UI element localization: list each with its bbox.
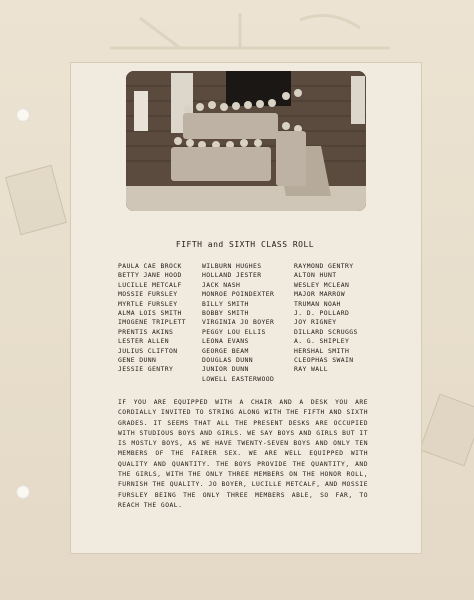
student-name: JOY RIGNEY	[294, 318, 337, 327]
name-column	[202, 262, 294, 384]
student-name: GENE DUNN	[118, 356, 157, 365]
student-name: A. G. SHIPLEY	[294, 337, 350, 346]
student-name: CLEOPHAS SWAIN	[294, 356, 354, 365]
class-description: IF YOU ARE EQUIPPED WITH A CHAIR AND A DESK YOU ARE CORDIALLY INVITED TO STRING ALONG WITH THE FIFTH AND SIXTH GRADES. IT SEEMS THAT ALL THE PRESENT DESKS ARE OCCUPIED WITH STUDIOUS BOYS AND GIRLS. WE SAY BOYS AND GIRLS BUT IT IS MOSTLY BOYS, AS WE HAVE TWENTY-SEVEN BOYS AND ONLY TEN MEMBERS OF THE FAIRER SEX. WE ARE WELL EQUIPPED WITH QUALITY AND QUANTITY. THE BOYS PROVIDE THE QUANTITY, AND THE GIRLS, WITH THE ONLY THREE MEMBERS ON THE HONOR ROLL, FURNISH THE QUALITY. JO BOYER, LUCILLE METCALF, AND MOSSIE FURSLEY BEING THE ONLY THREE MEMBERS ABLE, SO FAR, TO REACH THE GOAL.	[118, 399, 368, 509]
student-name: LUCILLE METCALF	[118, 280, 182, 289]
name-column	[118, 262, 202, 384]
student-name: RAYMOND GENTRY	[294, 262, 354, 270]
student-name: ALTON HUNT	[294, 271, 337, 280]
student-name: J. D. POLLARD	[294, 309, 350, 318]
decorative-shape	[5, 165, 67, 235]
student-name: WILBURN HUGHES	[202, 262, 262, 270]
binder-hole	[16, 485, 30, 499]
student-name: MAJOR MARROW	[294, 290, 345, 299]
student-name: ALMA LOIS SMITH	[118, 309, 182, 318]
student-name: MOSSIE FURSLEY	[118, 290, 178, 299]
student-name: JACK NASH	[202, 280, 241, 289]
student-name: LEONA EVANS	[202, 337, 249, 346]
student-name: BILLY SMITH	[202, 299, 249, 308]
student-name: HOLLAND JESTER	[202, 271, 262, 280]
student-name: BOBBY SMITH	[202, 309, 249, 318]
student-name: VIRGINIA JO BOYER	[202, 318, 275, 327]
class-photo	[126, 71, 366, 211]
student-name: PEGGY LOU ELLIS	[202, 327, 266, 336]
student-name: LOWELL EASTERWOOD	[202, 374, 275, 383]
student-name: DOUGLAS DUNN	[202, 356, 253, 365]
student-name: JUNIOR DUNN	[202, 365, 249, 374]
student-name: MYRTLE FURSLEY	[118, 299, 178, 308]
class-roll-names	[118, 262, 388, 384]
name-column	[294, 262, 388, 384]
watermark-emblem-icon	[100, 8, 400, 58]
student-name: JESSIE GENTRY	[118, 365, 174, 374]
student-name: LESTER ALLEN	[118, 337, 169, 346]
student-name: BETTY JANE HOOD	[118, 271, 182, 280]
class-roll-title: FIFTH and SIXTH CLASS ROLL	[175, 240, 315, 249]
student-name: HERSHAL SMITH	[294, 346, 350, 355]
student-name: RAY WALL	[294, 365, 328, 374]
student-name: DILLARD SCRUGGS	[294, 327, 358, 336]
student-name: GEORGE BEAM	[202, 346, 249, 355]
student-name: TRUMAN NOAH	[294, 299, 341, 308]
decorative-shape	[419, 394, 474, 467]
student-name: IMOGENE TRIPLETT	[118, 318, 186, 327]
student-name: JULIUS CLIFTON	[118, 346, 178, 355]
binder-hole	[16, 108, 30, 122]
student-name: PRENTIS AKINS	[118, 327, 174, 336]
student-name: WESLEY MCLEAN	[294, 280, 350, 289]
student-name: PAULA CAE BROCK	[118, 262, 182, 270]
student-name: MONROE POINDEXTER	[202, 290, 275, 299]
